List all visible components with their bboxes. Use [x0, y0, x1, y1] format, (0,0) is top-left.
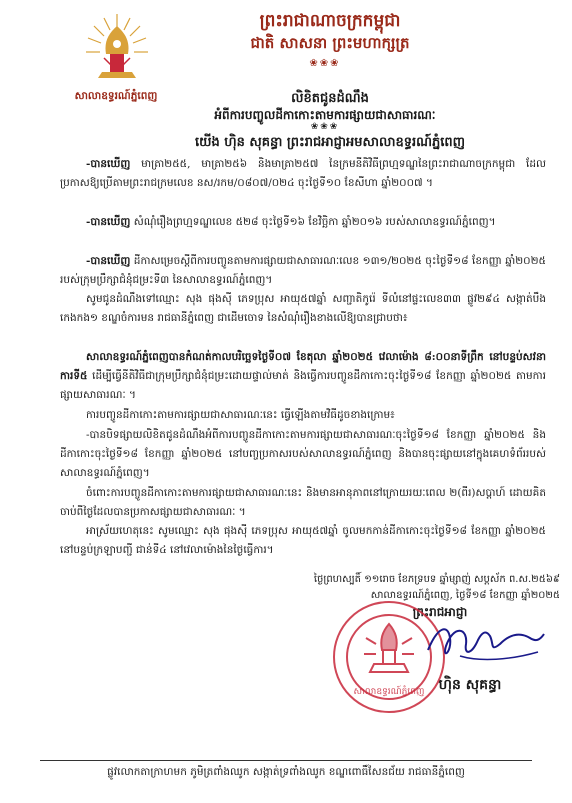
- kingdom-header: ព្រះរាជាណាចក្រកម្ពុជា: [259, 11, 401, 31]
- paragraph-7: [60, 426, 546, 483]
- paragraph-6: [60, 406, 546, 425]
- paragraph-9-text: អាស្រ័យហេតុនេះ សូមឈ្មោះ សុង ផុងស៊ី ភេទប្រុស អាយុ៥៧ឆ្នាំ ចូលមកកាន់ដីកាកោះចុះថ្ងៃទី១៨ ខែកញ្ញា ឆ្នាំ២០២៥ នៅបន្ទប់ក្រឡាបញ្ជី ជាន់ទី៤ នៅវេលាម៉ោងនៃថ្ងៃធ្វើការ។: [60, 525, 546, 556]
- paragraph-3: [60, 252, 546, 290]
- hearing-date-text: សាលាឧទ្ធរណ៍ភ្នំពេញបានកំណត់កាលបរិច្ឆេទថ្ងៃទី០៧ ខែតុលា ឆ្នាំ២០២៥ វេលាម៉ោង ៨:០០នាទីព្រឹក នៅបន្ទប់សវនាការទី៥: [60, 351, 546, 382]
- seal-text: សាលាឧទ្ធរណ៍ភ្នំពេញ: [353, 687, 425, 697]
- signer-title: ព្រះរាជអាជ្ញា: [412, 605, 468, 619]
- prosecutor-line: យើង ហ៊ិន សុគន្ធា ព្រះរាជអាជ្ញាអមសាលាឧទ្ធរណ៍ភ្នំពេញ: [194, 135, 466, 150]
- document-title: លិខិតជូនដំណឹង: [291, 91, 369, 106]
- national-motto: ជាតិ សាសនា ព្រះមហាក្សត្រ: [250, 34, 410, 52]
- paragraph-2: [60, 213, 546, 232]
- solar-date: សាលាឧទ្ធរណ៍ភ្នំពេញ, ថ្ងៃទី១៨ ខែកញ្ញា ឆ្នាំ២០២៥: [370, 590, 560, 601]
- paragraph-4-text: សូមជូនដំណឹងទៅឈ្មោះ សុង ផុងស៊ី ភេទប្រុស អាយុ៥៧ឆ្នាំ សញ្ជាតិកូរ៉េ ទីលំនៅផ្ទះលេខ៣៣ ផ្លូវ២៩៤ សង្កាត់បឹងកេងកង១ ខណ្ឌចំការមន រាជធានីភ្នំពេញ ជាដើមចោទ នៃសំណុំរឿងខាងលើឱ្យបានជ្រាបថា៖: [60, 293, 546, 324]
- court-name: សាលាឧទ្ធរណ៍ភ្នំពេញ: [74, 90, 158, 102]
- paragraph-1-label: -បានឃើញ: [86, 158, 131, 170]
- paragraph-5: [60, 348, 546, 405]
- paragraph-1: [60, 155, 546, 193]
- paragraph-8: [60, 484, 546, 522]
- paragraph-9: [60, 522, 546, 560]
- paragraph-2-label: -បានឃើញ: [86, 216, 131, 228]
- handwritten-signature: [420, 616, 550, 668]
- signer-name: ហ៊ិន សុគន្ធា: [438, 677, 502, 693]
- paragraph-8-text: ចំពោះការបញ្ចូនដីកាកោះតាមការផ្សាយជាសាធារណៈនេះ និងមានអានុភាពនៅក្រោយរយៈពេល ២(ពីរ)សប្តាហ៍ ដោយគិតចាប់ពីថ្ងៃដែលបានប្រកាសផ្សាយជាសាធារណៈ ។: [60, 487, 546, 518]
- footer-divider: [40, 760, 532, 761]
- header-divider: ❀❀❀: [309, 58, 341, 69]
- footer-address: ផ្លូវលោកតាក្រាហមក ភូមិត្រពាំងឈូក សង្កាត់ទ្រពាំងឈូក ខណ្ឌពោធិ៍សែនជ័យ រាជធានីភ្នំពេញ: [107, 766, 465, 778]
- paragraph-5-text: ដើម្បីធ្វើនីតិវិធីជាក្រុមប្រឹក្សាជំនុំជម្រះដោយផ្ទាល់មាត់ និងធ្វើការបញ្ចូនដីកាកោះចុះថ្ងៃទី១៨ ខែកញ្ញា ឆ្នាំ២០២៥ តាមការផ្សាយសាធារណៈ ។: [60, 370, 546, 401]
- document-subtitle: អំពីការបញ្ចូលដីកាកោះតាមការផ្សាយជាសាធារណៈ: [214, 108, 436, 122]
- paragraph-7-text: -បានបិទផ្សាយលិខិតជូនដំណឹងអំពីការបញ្ចូនដីកាកោះតាមការផ្សាយជាសាធារណៈចុះថ្ងៃទី១៨ ខែកញ្ញា ឆ្នាំ២០២៥ និងដីកាកោះចុះថ្ងៃទី១៨ ខែកញ្ញា ឆ្នាំ២០២៥ នៅបញ្ចប្រកាសរបស់សាលាឧទ្ធរណ៍ភ្នំពេញ និងបានចុះផ្សាយនៅក្នុងគេហទំព័ររបស់សាលាឧទ្ធរណ៍ភ្នំពេញ។: [60, 429, 546, 479]
- court-emblem-icon: [74, 8, 160, 90]
- title-divider: ❀❀❀: [310, 122, 340, 132]
- paragraph-3-label: -បានឃើញ: [86, 255, 131, 267]
- lunar-date: ថ្ងៃព្រហស្បតិ៍ ១១រោច ខែភទ្របទ ឆ្នាំម្សាញ់ សប្តស័ក ព.ស.២៥៦៩: [313, 574, 560, 585]
- paragraph-3-text: ដីកាសម្រេចស្តីពីការបញ្ចូនតាមការផ្សាយជាសាធារណៈលេខ ១៣១/២០២៥ ចុះថ្ងៃទី១៨ ខែកញ្ញា ឆ្នាំ២០២៥ របស់ក្រុមប្រឹក្សាជំនុំជម្រះទី៣ នៃសាលាឧទ្ធរណ៍ភ្នំពេញ។: [60, 255, 546, 286]
- paragraph-4: [60, 290, 546, 328]
- paragraph-6-text: ការបញ្ចូនដីកាកោះតាមការផ្សាយជាសាធារណៈនេះ ធ្វើឡើងតាមវិធីដូចខាងក្រោម៖: [86, 409, 395, 421]
- paragraph-2-text: សំណុំរឿងព្រហ្មទណ្ឌលេខ ៥២៨ ចុះថ្ងៃទី១៦ ខែវិច្ឆិកា ឆ្នាំ២០១៦ របស់សាលាឧទ្ធរណ៍ភ្នំពេញ។: [130, 216, 496, 228]
- paragraph-1-text: មាត្រា២៥៥, មាត្រា២៥៦ និងមាត្រា២៥៧ នៃក្រមនីតិវិធីព្រហ្មទណ្ឌនៃព្រះរាជាណាចក្រកម្ពុជា ដែលប្រកាសឱ្យប្រើតាមព្រះរាជក្រមលេខ នស/រកម/០៨០៧/០២៤ ចុះថ្ងៃទី១០ ខែសីហា ឆ្នាំ២០០៧ ។: [60, 158, 546, 189]
